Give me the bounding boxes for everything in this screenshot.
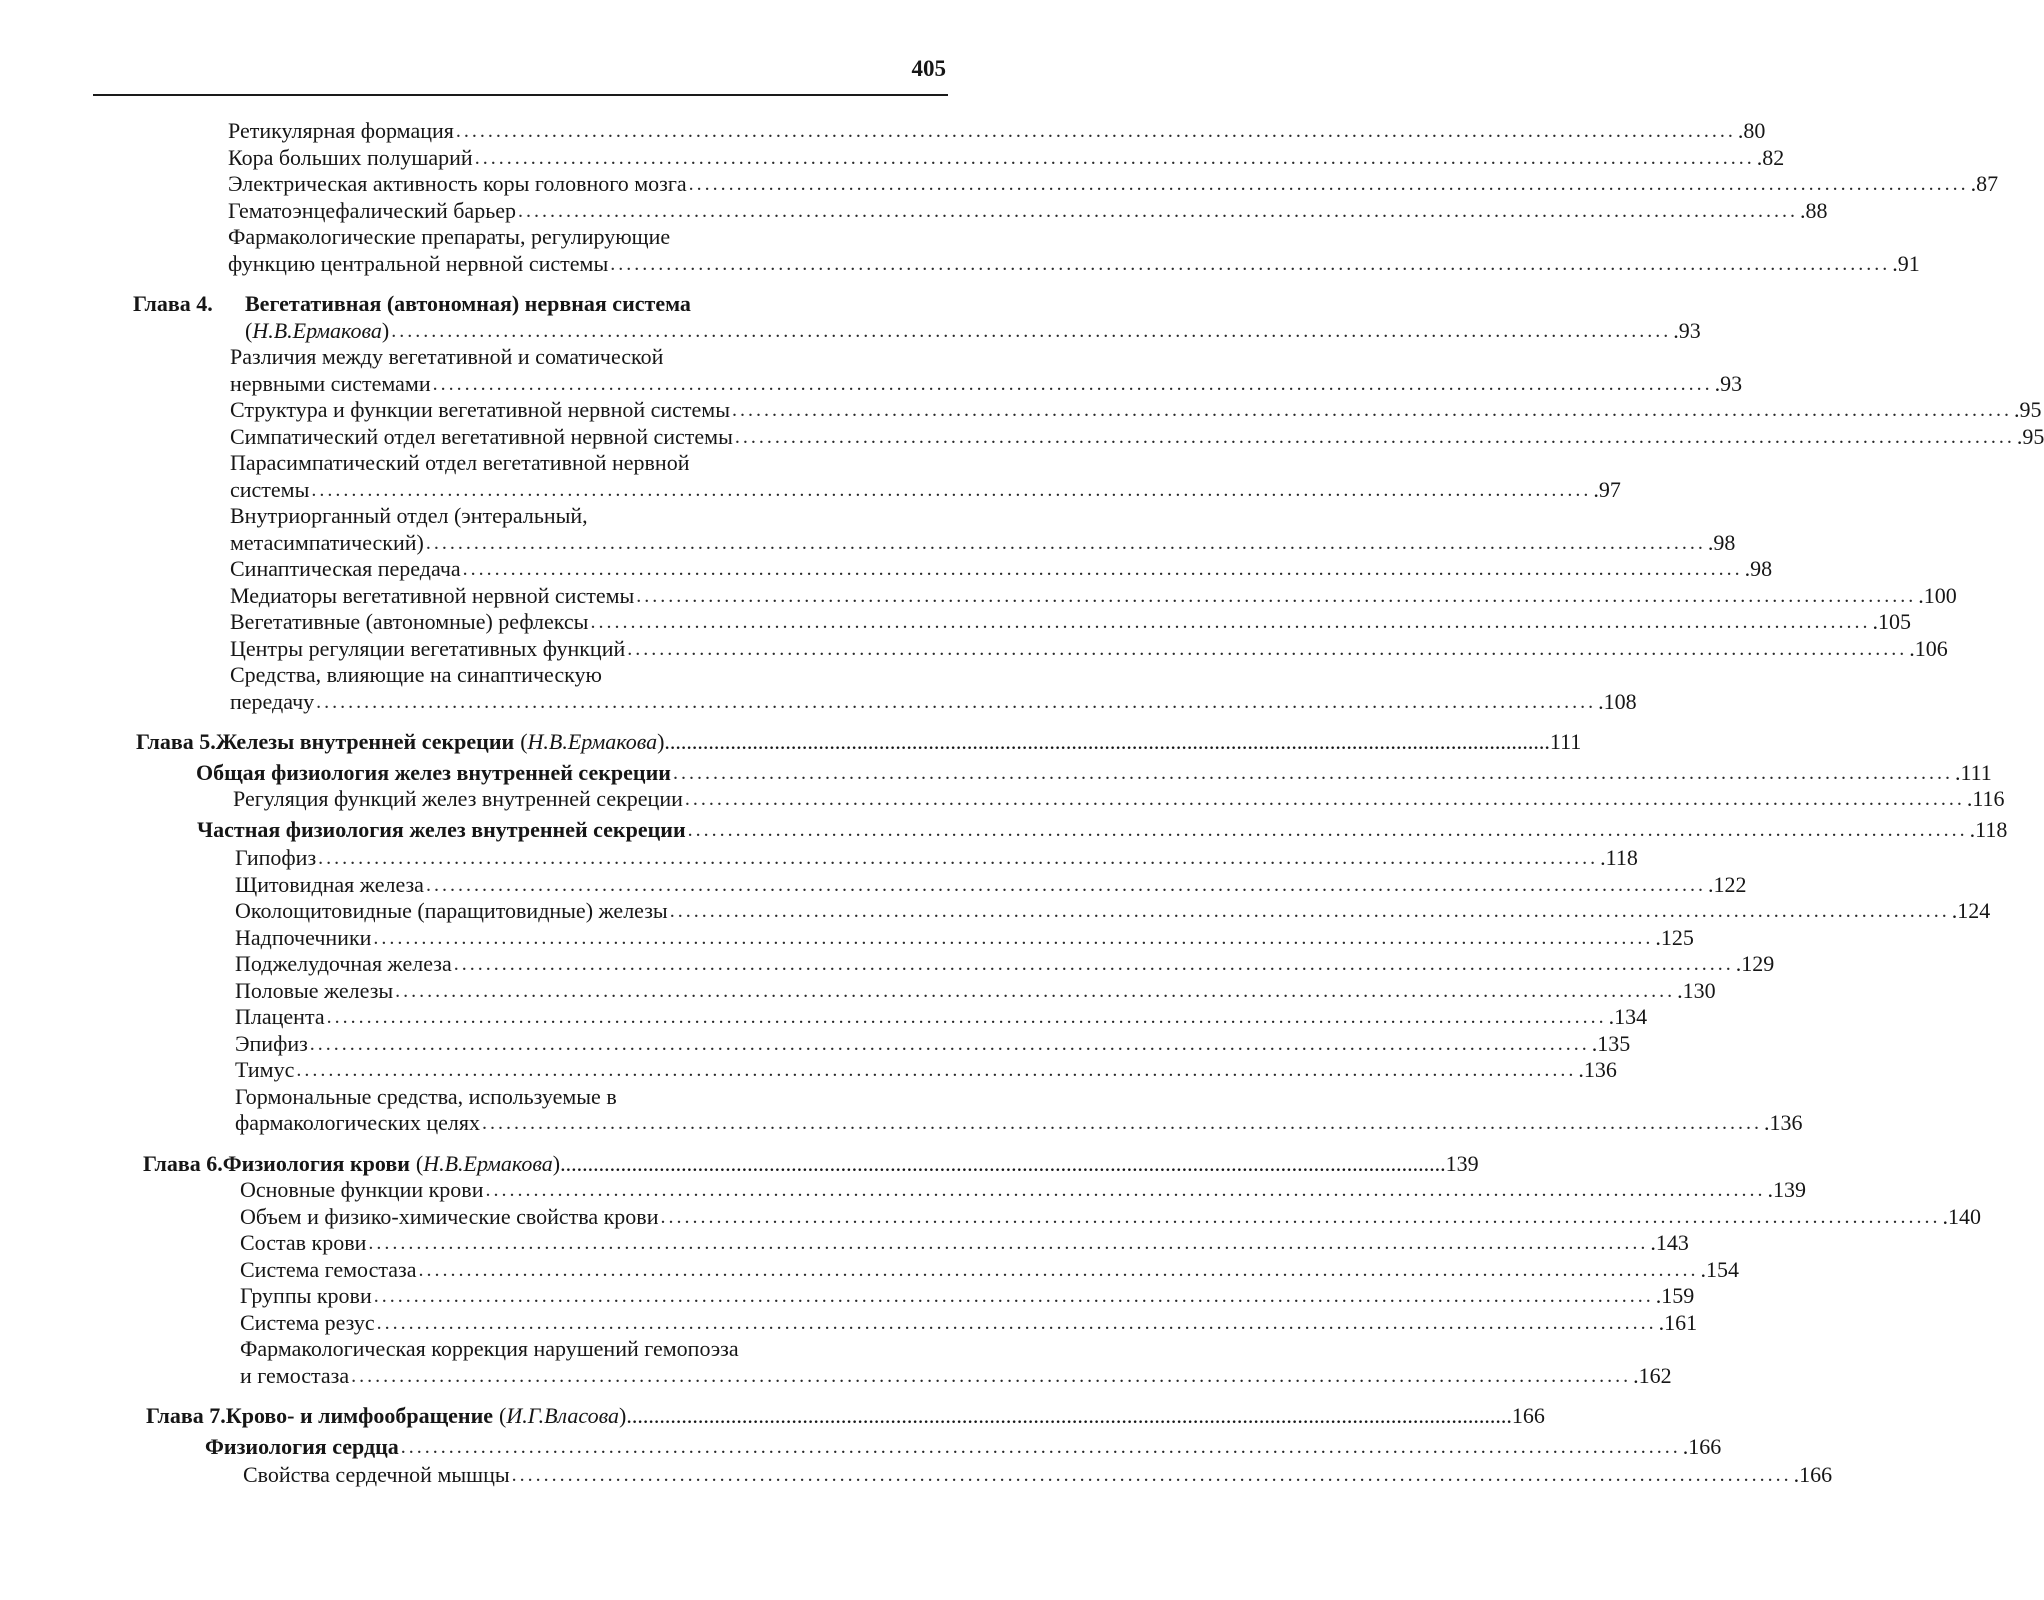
dot-leader: ................................................................................................................................................................: [309, 1032, 1590, 1055]
toc-entry-title: Тимус: [235, 1057, 295, 1082]
chapter-title: Крово- и лимфообращение: [225, 1403, 494, 1428]
toc-entry-title-line1: Гормональные средства, используемые в: [235, 1083, 617, 1109]
toc-entry-title: Регуляция функций желез внутренней секреции: [233, 786, 683, 811]
toc-entry-title: Гипофиз: [235, 845, 317, 870]
dot-leader: ................................................................................................................................................................: [474, 146, 1755, 169]
dot-leader: ................................................................................................................................................................: [395, 979, 1676, 1002]
dot-leader: ................................................................................................................................................................: [684, 788, 1965, 810]
chapter-5-specific-sections: [235, 845, 1991, 1137]
dot-leader: ................................................................................................................................................................: [664, 729, 1545, 754]
toc-entry-title: Объем и физико-химические свойства крови: [240, 1203, 659, 1229]
dot-leader: ................................................................................................................................................................: [373, 1285, 1654, 1307]
toc-entry-page: .139: [1767, 1177, 1806, 1202]
chapter-title: Вегетативная (автономная) нервная система: [245, 291, 691, 316]
dot-leader: ................................................................................................................................................................: [627, 637, 1908, 660]
toc-entry-title: системы: [230, 476, 310, 502]
dot-leader: ................................................................................................................................................................: [418, 1258, 1699, 1281]
toc-entry-page: .135: [1591, 1030, 1631, 1056]
toc-entry-page: .95: [2016, 423, 2044, 449]
toc-entry: [243, 1462, 1833, 1489]
toc-entry: [240, 1309, 1698, 1337]
toc-entry: [235, 845, 1638, 872]
toc-entry-title: Система гемостаза: [240, 1256, 417, 1282]
toc-entry-page: .136: [1764, 1110, 1803, 1135]
toc-entry-title: фармакологических целях: [235, 1110, 481, 1135]
toc-entry-title-line1: Парасимпатический отдел вегетативной нервной: [230, 450, 690, 475]
toc-entry-page: .124: [1951, 898, 1991, 923]
toc-entry: [230, 423, 2044, 451]
toc-entry-title: Кора больших полушарий: [228, 144, 473, 170]
chapter-5-heading: [136, 729, 1582, 756]
dot-leader: ................................................................................................................................................................: [296, 1059, 1577, 1081]
toc-entry-page: .122: [1707, 871, 1747, 897]
dot-leader: ................................................................................................................................................................: [672, 761, 1953, 784]
subsection-page: .118: [1969, 816, 2008, 842]
toc-entry: [240, 1230, 1689, 1257]
toc-entry: [230, 397, 2042, 424]
toc-entry-title: Центры регуляции вегетативных функций: [230, 635, 626, 661]
toc-entry-page: .118: [1600, 845, 1638, 870]
chapter-4: [0, 291, 2044, 715]
chapter-page: .166: [1506, 1403, 1545, 1428]
dot-leader: ................................................................................................................................................................: [734, 425, 2015, 448]
toc-entry-page: .80: [1737, 118, 1766, 143]
subsection-page: .166: [1682, 1433, 1722, 1459]
chapter-7-sections: [243, 1462, 1833, 1489]
toc-entry: [240, 1283, 1695, 1310]
toc-entry-title-line1: Внутриорганный отдел (энтеральный,: [230, 503, 588, 528]
toc-entry: [230, 635, 1948, 663]
chapter-page: .111: [1544, 729, 1582, 754]
toc-entry-page: .136: [1578, 1057, 1617, 1082]
dot-leader: ................................................................................................................................................................: [732, 399, 2013, 421]
toc-entry: [228, 118, 1766, 145]
subsection-heading: [197, 816, 2008, 844]
toc-entry: [235, 1004, 1648, 1031]
dot-leader: ................................................................................................................................................................: [311, 478, 1592, 501]
dot-leader: ................................................................................................................................................................: [455, 120, 1736, 142]
dot-leader: ................................................................................................................................................................: [518, 199, 1798, 222]
toc-entry: [235, 1057, 1617, 1084]
toc-entry-page: .98: [1707, 529, 1736, 555]
toc-entry-page: .134: [1608, 1004, 1648, 1029]
chapter-7-heading: [146, 1403, 1545, 1430]
table-of-contents: [0, 118, 2044, 1489]
chapter-6-sections: [240, 1177, 1981, 1389]
toc-entry-title: Система резус: [240, 1309, 375, 1335]
chapter-7: [0, 1403, 1833, 1489]
dot-leader: ................................................................................................................................................................: [636, 584, 1917, 607]
dot-leader: ................................................................................................................................................................: [669, 900, 1950, 922]
toc-entry-page: .106: [1909, 635, 1948, 661]
chapter-5: [0, 729, 2008, 1137]
chapter-number: Глава 4.: [133, 291, 213, 316]
toc-entry-title: Надпочечники: [235, 924, 372, 950]
dot-leader: ................................................................................................................................................................: [351, 1364, 1632, 1387]
subsection-heading: [205, 1433, 1722, 1461]
chapter-3-continued: [228, 118, 1999, 277]
toc-entry: [235, 871, 1747, 899]
toc-entry: [230, 609, 1911, 636]
toc-entry: [235, 977, 1716, 1005]
toc-entry-title: Свойства сердечной мышцы: [243, 1462, 510, 1487]
toc-entry-multiline: [240, 1336, 1672, 1389]
toc-entry: [235, 1030, 1631, 1058]
dot-leader: ................................................................................................................................................................: [688, 173, 1969, 195]
toc-entry-page: .129: [1735, 951, 1775, 976]
header-rule: [93, 94, 948, 96]
chapter-6-heading: [143, 1150, 1479, 1178]
toc-entry: [235, 951, 1775, 978]
dot-leader: ................................................................................................................................................................: [560, 1150, 1441, 1176]
toc-entry-title: Околощитовидные (паращитовидные) железы: [235, 898, 668, 923]
dot-leader: ................................................................................................................................................................: [316, 690, 1597, 713]
dot-leader: ................................................................................................................................................................: [326, 1006, 1607, 1028]
subsection-title: Физиология сердца: [205, 1433, 399, 1459]
toc-entry-page: .91: [1892, 250, 1920, 276]
toc-entry-page: .166: [1793, 1462, 1833, 1487]
dot-leader: ................................................................................................................................................................: [376, 1311, 1657, 1334]
toc-entry: [240, 1177, 1806, 1204]
dot-leader: ................................................................................................................................................................: [511, 1464, 1792, 1486]
toc-entry-page: .130: [1677, 977, 1716, 1003]
dot-leader: ................................................................................................................................................................: [626, 1403, 1507, 1428]
toc-entry-page: .159: [1655, 1283, 1695, 1308]
dot-leader: ................................................................................................................................................................: [482, 1112, 1763, 1134]
toc-entry-title: Структура и функции вегетативной нервной системы: [230, 397, 731, 422]
toc-entry-multiline: [230, 450, 1621, 503]
toc-entry-title: Вегетативные (автономные) рефлексы: [230, 609, 589, 634]
dot-leader: ................................................................................................................................................................: [425, 873, 1706, 896]
toc-entry-title: Ретикулярная формация: [228, 118, 454, 143]
dot-leader: ................................................................................................................................................................: [368, 1232, 1649, 1254]
toc-entry-title: Медиаторы вегетативной нервной системы: [230, 582, 635, 608]
toc-entry-page: .95: [2014, 397, 2042, 422]
chapter-title: Железы внутренней секреции: [215, 729, 515, 754]
chapter-4-sections: [230, 344, 2044, 715]
subsection-title: Частная физиология желез внутренней секреции: [197, 816, 686, 842]
toc-entry-title-line1: Фармакологические препараты, регулирующие: [228, 224, 671, 249]
dot-leader: ................................................................................................................................................................: [462, 558, 1743, 580]
toc-entry-title: Основные функции крови: [240, 1177, 484, 1202]
toc-entry: [233, 786, 2005, 813]
dot-leader: ................................................................................................................................................................: [590, 611, 1871, 633]
toc-entry-title: Синаптическая передача: [230, 556, 461, 581]
toc-entry-title: Электрическая активность коры головного мозга: [228, 171, 687, 196]
toc-entry-page: .88: [1800, 197, 1828, 223]
toc-entry-title: Плацента: [235, 1004, 325, 1029]
toc-entry-page: .105: [1872, 609, 1911, 634]
toc-entry: [235, 924, 1694, 952]
dot-leader: ................................................................................................................................................................: [318, 847, 1599, 869]
subsection-title: Общая физиология желез внутренней секреции: [196, 759, 671, 785]
dot-leader: ................................................................................................................................................................: [660, 1205, 1941, 1228]
toc-entry-multiline: [230, 662, 1637, 715]
toc-entry: [228, 197, 1828, 225]
toc-entry-page: .82: [1756, 144, 1785, 170]
chapter-number: Глава 7.: [146, 1403, 226, 1428]
chapter-number: Глава 6.: [143, 1150, 223, 1176]
toc-entry-title: Состав крови: [240, 1230, 367, 1255]
dot-leader: ................................................................................................................................................................: [373, 926, 1654, 949]
toc-entry-page: .154: [1700, 1256, 1739, 1282]
toc-entry-title: метасимпатический): [230, 529, 424, 555]
chapter-page: .93: [1673, 317, 1701, 343]
toc-entry: [240, 1256, 1739, 1284]
subsection-page: .111: [1954, 759, 1992, 785]
chapter-author: (Н.В.Ермакова): [415, 1150, 561, 1176]
toc-entry-page: .108: [1598, 688, 1637, 714]
dot-leader: ................................................................................................................................................................: [425, 531, 1706, 554]
toc-entry-page: .125: [1655, 924, 1694, 950]
chapter-author: (Н.В.Ермакова): [245, 317, 390, 343]
toc-entry-title: передачу: [230, 688, 315, 714]
toc-entry-multiline: [230, 503, 1736, 556]
toc-entry-multiline: [230, 344, 1743, 397]
toc-entry-title: Поджелудочная железа: [235, 951, 452, 976]
toc-entry-page: .93: [1714, 370, 1743, 396]
toc-entry-title: Щитовидная железа: [235, 871, 424, 897]
toc-entry-title: Эпифиз: [235, 1030, 308, 1056]
chapter-author: (Н.В.Ермакова): [520, 729, 665, 754]
toc-entry: [230, 582, 1957, 610]
toc-entry-title: Группы крови: [240, 1283, 372, 1308]
chapter-author: (И.Г.Власова): [499, 1403, 627, 1428]
toc-entry: [235, 898, 1991, 925]
toc-entry-title: Половые железы: [235, 977, 394, 1003]
dot-leader: ................................................................................................................................................................: [610, 252, 1891, 275]
toc-entry: [228, 171, 1999, 198]
toc-entry-multiline: [235, 1083, 1803, 1137]
toc-entry-page: .116: [1966, 786, 2005, 811]
toc-entry-title: Симпатический отдел вегетативной нервной системы: [230, 423, 733, 449]
dot-leader: ................................................................................................................................................................: [485, 1179, 1766, 1201]
toc-entry: [230, 556, 1773, 583]
toc-entry-title-line1: Различия между вегетативной и соматической: [230, 344, 664, 369]
toc-entry-title: Гематоэнцефалический барьер: [228, 197, 516, 223]
toc-entry-page: .143: [1650, 1230, 1689, 1255]
dot-leader: ................................................................................................................................................................: [687, 818, 1968, 841]
toc-entry-page: .87: [1970, 171, 1999, 196]
subsection-heading: [196, 759, 1992, 787]
chapter-5-general-sections: [233, 786, 2005, 813]
toc-entry: [240, 1203, 1981, 1231]
toc-entry-page: .140: [1942, 1203, 1981, 1229]
dot-leader: ................................................................................................................................................................: [391, 319, 1672, 342]
toc-entry-page: .161: [1658, 1309, 1698, 1335]
toc-entry: [228, 144, 1785, 172]
toc-entry-multiline: [228, 224, 1920, 277]
page-number: 405: [911, 56, 946, 81]
chapter-title: Физиология крови: [222, 1150, 410, 1176]
toc-entry-title: функцию центральной нервной системы: [228, 250, 609, 276]
toc-entry-title-line1: Фармакологическая коррекция нарушений гемопоэза: [240, 1336, 739, 1361]
toc-entry-page: .97: [1593, 476, 1621, 502]
toc-entry-page: .162: [1633, 1362, 1672, 1388]
chapter-4-heading: [133, 291, 1701, 344]
dot-leader: ................................................................................................................................................................: [453, 953, 1734, 975]
toc-entry-page: .98: [1744, 556, 1773, 581]
dot-leader: ................................................................................................................................................................: [432, 372, 1713, 395]
toc-entry-title-line1: Средства, влияющие на синаптическую: [230, 662, 602, 687]
toc-entry-page: .100: [1918, 582, 1957, 608]
toc-entry-title: нервными системами: [230, 370, 431, 396]
toc-entry-title: и гемостаза: [240, 1362, 350, 1388]
chapter-number: Глава 5.: [136, 729, 216, 754]
chapter-page: .139: [1440, 1150, 1479, 1176]
dot-leader: ................................................................................................................................................................: [400, 1435, 1681, 1458]
chapter-6: [0, 1150, 1981, 1390]
